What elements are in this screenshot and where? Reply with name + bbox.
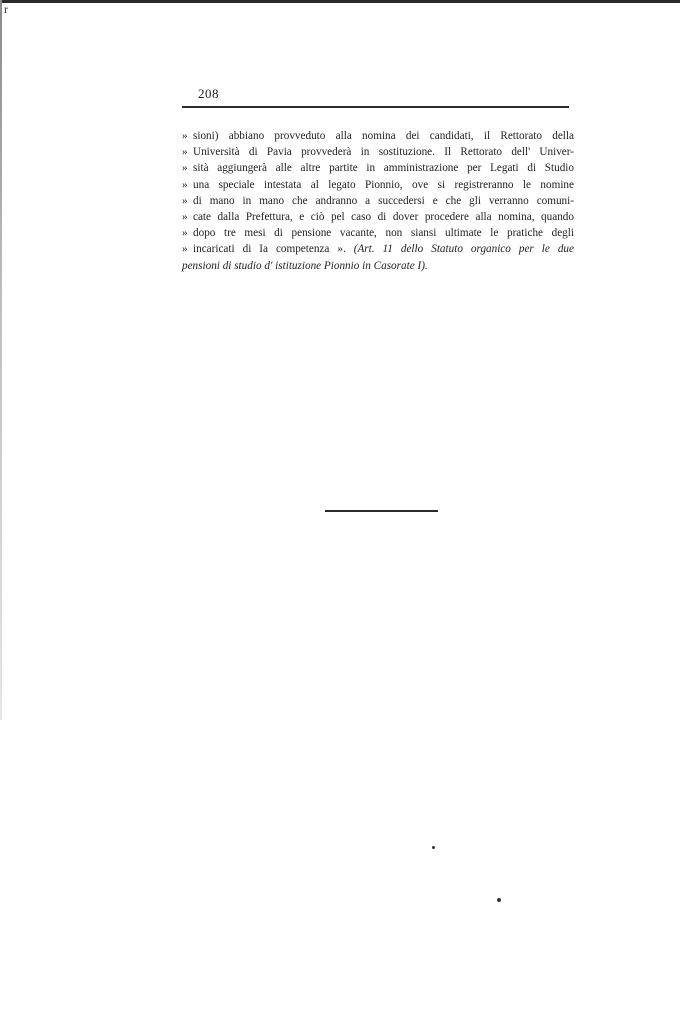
line-text: di mano in mano che andranno a succedersi e che gli verranno comuni-: [193, 194, 574, 207]
citation-text: pensioni di studio d' istituzione Pionnio in Casorate I).: [182, 259, 428, 272]
page-left-edge: [0, 0, 2, 720]
body-text: [182, 128, 574, 274]
end-rule: [325, 510, 438, 512]
ink-speck: [497, 898, 501, 902]
line-text: Università di Pavia provvederà in sostituzione. Il Rettorato dell' Univer-: [193, 146, 574, 159]
line-text: sità aggiungerà alle altre partite in amministrazione per Legati di Studio: [193, 162, 574, 175]
line-text: cate dalla Prefettura, e ciò pel caso di dover procedere alla nomina, quando: [193, 211, 574, 224]
text-line: [182, 241, 574, 257]
line-text: dopo tre mesi di pensione vacante, non siansi ultimate le pratiche degli: [193, 227, 574, 240]
corner-mark: r: [4, 2, 8, 16]
text-line: [182, 225, 574, 241]
line-text-with-citation: [193, 241, 574, 257]
quote-mark: »: [182, 243, 188, 256]
text-line: [182, 258, 574, 274]
quote-mark: »: [182, 162, 188, 175]
quote-mark: »: [182, 227, 188, 240]
citation-text: (Art. 11 dello Statuto organico per le due: [353, 243, 574, 256]
quote-mark: »: [182, 178, 188, 191]
text-line: [182, 160, 574, 176]
line-text: incaricati di Ia competenza ».: [193, 243, 346, 256]
line-text: una speciale intestata al legato Pionnio, ove si registreranno le nomine: [193, 178, 574, 191]
text-line: [182, 144, 574, 160]
text-line: [182, 209, 574, 225]
page-top-border: [0, 0, 680, 3]
quote-mark: »: [182, 194, 188, 207]
page-number: 208: [198, 86, 219, 101]
text-line: [182, 128, 574, 144]
quote-mark: »: [182, 146, 188, 159]
text-line: [182, 177, 574, 193]
quote-mark: »: [182, 211, 188, 224]
header-rule: [182, 106, 569, 108]
line-text: sioni) abbiano provveduto alla nomina dei candidati, il Rettorato della: [193, 130, 574, 142]
quote-mark: »: [182, 130, 188, 142]
text-line: [182, 193, 574, 209]
ink-speck: [432, 846, 435, 849]
